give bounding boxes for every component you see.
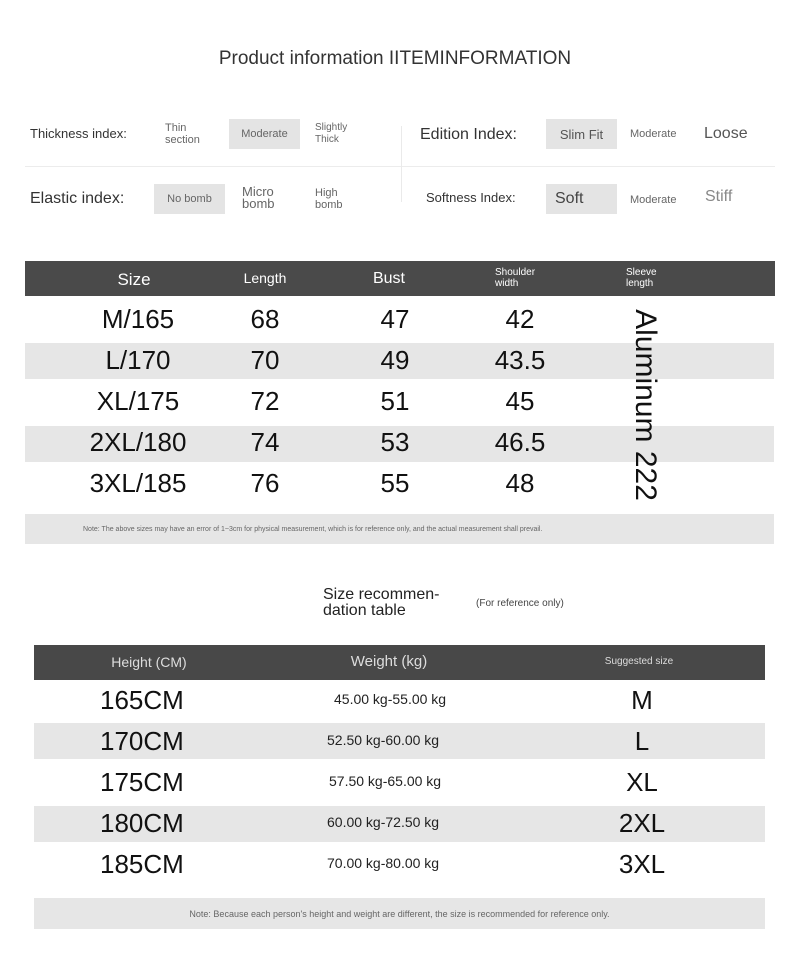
softness-option-soft-selected: Soft (546, 184, 617, 214)
size-cell: 2XL/180 (89, 427, 187, 457)
length-cell: 70 (250, 345, 280, 375)
weight-cell: 70.00 kg-80.00 kg (327, 855, 440, 871)
height-cell: 185CM (100, 849, 184, 879)
thickness-index-label: Thickness index: (30, 126, 127, 141)
suggested-size-cell: 3XL (618, 849, 666, 879)
size-table-note: Note: The above sizes may have an error of 1~3cm for physical measurement, which is for reference only, and the actual measurement shall prevail. (25, 514, 774, 544)
suggested-size-cell: 2XL (618, 808, 666, 838)
bust-cell: 47 (380, 304, 410, 334)
index-divider-vertical (401, 126, 402, 202)
recommendation-table-header (34, 645, 765, 680)
edition-option-moderate: Moderate (630, 128, 677, 140)
recommendation-title-line2: dation table (323, 602, 406, 619)
size-cell: XL/175 (96, 386, 180, 416)
bust-cell: 53 (380, 427, 410, 457)
thickness-option-slightly-thick: Slightly Thick (315, 122, 348, 145)
bust-cell: 49 (380, 345, 410, 375)
suggested-size-cell: M (631, 685, 653, 715)
header-bust: Bust (372, 270, 405, 287)
suggested-size-cell: XL (626, 767, 658, 797)
edition-index-label: Edition Index: (420, 126, 517, 143)
thickness-option-thin: Thin section (165, 122, 200, 146)
header-sleeve-length: Sleeve length (626, 267, 657, 289)
sleeve-length-value (612, 300, 672, 510)
recommendation-title (323, 587, 439, 619)
elastic-option-no-bomb-selected: No bomb (154, 184, 225, 214)
softness-index-label: Softness Index: (426, 190, 516, 205)
bust-cell: 55 (380, 468, 410, 498)
bust-cell: 51 (380, 386, 410, 416)
height-cell: 180CM (100, 808, 184, 838)
edition-option-slim-fit-selected: Slim Fit (546, 119, 617, 149)
shoulder-cell: 42 (505, 304, 535, 334)
header-weight: Weight (kg) (350, 653, 428, 670)
elastic-index-label: Elastic index: (30, 190, 125, 207)
sleeve-length-text: Aluminum 222 (629, 309, 662, 501)
header-length: Length (243, 270, 287, 286)
size-cell: 3XL/185 (89, 468, 187, 498)
length-cell: 76 (250, 468, 280, 498)
recommendation-note: Note: Because each person's height and weight are different, the size is recommended for reference only. (34, 898, 765, 929)
weight-cell: 60.00 kg-72.50 kg (327, 814, 440, 830)
size-cell: L/170 (105, 345, 171, 375)
height-cell: 175CM (100, 767, 184, 797)
weight-cell: 52.50 kg-60.00 kg (327, 732, 440, 748)
recommendation-subtitle: (For reference only) (476, 598, 564, 609)
length-cell: 68 (250, 304, 280, 334)
shoulder-cell: 46.5 (494, 427, 546, 457)
shoulder-cell: 43.5 (494, 345, 546, 375)
recommendation-title-line1: Size recommen- (323, 586, 440, 603)
softness-option-stiff: Stiff (705, 188, 733, 205)
weight-cell: 45.00 kg-55.00 kg (334, 691, 447, 707)
length-cell: 74 (250, 427, 280, 457)
length-cell: 72 (250, 386, 280, 416)
shoulder-cell: 48 (505, 468, 535, 498)
softness-option-moderate: Moderate (630, 194, 677, 206)
height-cell: 170CM (100, 726, 184, 756)
suggested-size-cell: L (634, 726, 650, 756)
weight-cell: 57.50 kg-65.00 kg (329, 773, 442, 789)
header-height: Height (CM) (111, 654, 187, 670)
header-shoulder-width: Shoulder width (495, 267, 536, 289)
height-cell: 165CM (100, 685, 184, 715)
edition-option-loose: Loose (704, 125, 748, 142)
elastic-option-micro-bomb: Micro bomb (242, 184, 275, 211)
page-title: Product information IITEMINFORMATION (218, 48, 572, 69)
size-cell: M/165 (101, 304, 175, 334)
header-suggested-size: Suggested size (604, 656, 674, 667)
index-divider-horizontal (25, 166, 775, 167)
header-size: Size (117, 270, 151, 289)
size-table-header (25, 261, 775, 296)
thickness-option-moderate-selected: Moderate (229, 119, 300, 149)
shoulder-cell: 45 (505, 386, 535, 416)
elastic-option-high-bomb: High bomb (315, 187, 343, 211)
